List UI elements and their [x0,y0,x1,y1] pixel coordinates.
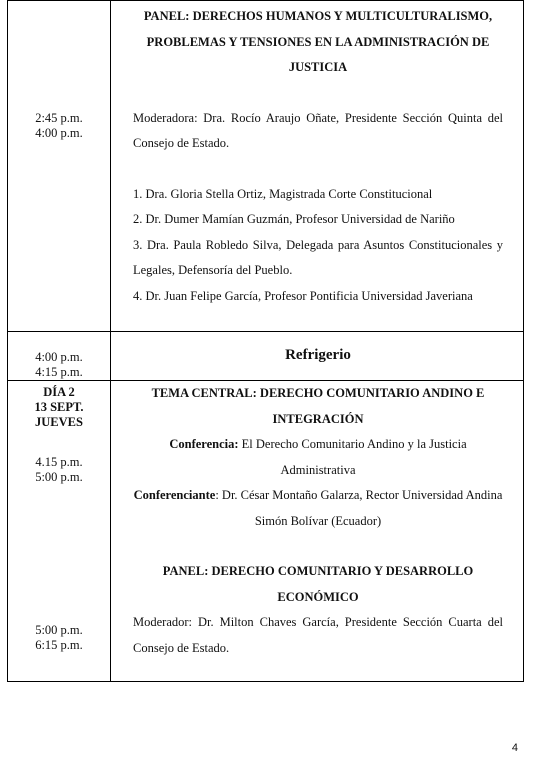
time-end: 4:00 p.m. [35,126,83,140]
panelist-item: 1. Dra. Gloria Stella Ortiz, Magistrada Corte Constitucional [133,186,433,201]
page-number: 4 [511,742,518,754]
table-row-panel1 [8,1,524,332]
panelist-item: 2. Dr. Dumer Mamían Guzmán, Profesor Universidad de Nariño [133,212,455,226]
time-end: 5:00 p.m. [35,470,83,484]
theme-title [133,381,503,432]
time-end: 4:15 p.m. [35,365,83,379]
panelist-item: 3. Dra. Paula Robledo Silva, Delegada para Asuntos Constitucionales y Legales, Defensoría del Pueblo. [133,237,503,277]
content-cell [111,381,524,682]
panel-title-line: PROBLEMAS Y TENSIONES EN LA ADMINISTRACIÓN DE [146,34,490,49]
day-label: DÍA 2 [43,385,75,399]
moderator-text: Moderadora: Dra. Rocío Araujo Oñate, Presidente Sección Quinta del Consejo de Estado. [133,110,503,150]
panel-title-line: PANEL: DERECHO COMUNITARIO Y DESARROLLO [162,564,474,578]
theme-title-line: TEMA CENTRAL: DERECHO COMUNITARIO ANDINO E [151,386,485,400]
agenda-table [7,0,524,682]
table-row-break [8,332,524,381]
conference-label: Conferencia: [169,437,239,451]
conference-text [133,432,503,483]
time-cell [8,381,111,682]
time-start: 4.15 p.m. [35,455,83,469]
time-start: 2:45 p.m. [35,111,83,125]
speaker-text [133,483,503,534]
theme-title-line: INTEGRACIÓN [272,411,364,426]
panelist-item: 4. Dr. Juan Felipe García, Profesor Pontificia Universidad Javeriana [133,288,473,303]
content-cell [111,1,524,332]
table-row-day2 [8,381,524,682]
time-start: 5:00 p.m. [35,623,83,637]
date-label: 13 SEPT. [34,400,84,414]
conference-title: El Derecho Comunitario Andino y la Justicia Administrativa [238,437,467,477]
panel-title [133,559,503,610]
time-cell [8,1,111,332]
time-end: 6:15 p.m. [35,638,83,652]
time-cell [8,332,111,381]
weekday-label: JUEVES [35,415,83,429]
speaker-label: Conferenciante [133,488,216,502]
time-start: 4:00 p.m. [35,350,83,364]
break-label: Refrigerio [285,347,351,364]
panel-title-line: PANEL: DERECHOS HUMANOS Y MULTICULTURALISMO, [143,9,493,23]
moderator-text: Moderador: Dr. Milton Chaves García, Presidente Sección Cuarta del Consejo de Estado. [133,615,503,655]
panel-title-line: JUSTICIA [288,60,348,74]
panel-title-line: ECONÓMICO [277,589,359,604]
panel-title [133,4,503,81]
content-cell [111,332,524,381]
speaker-name: : Dr. César Montaño Galarza, Rector Universidad Andina Simón Bolívar (Ecuador) [215,488,503,528]
